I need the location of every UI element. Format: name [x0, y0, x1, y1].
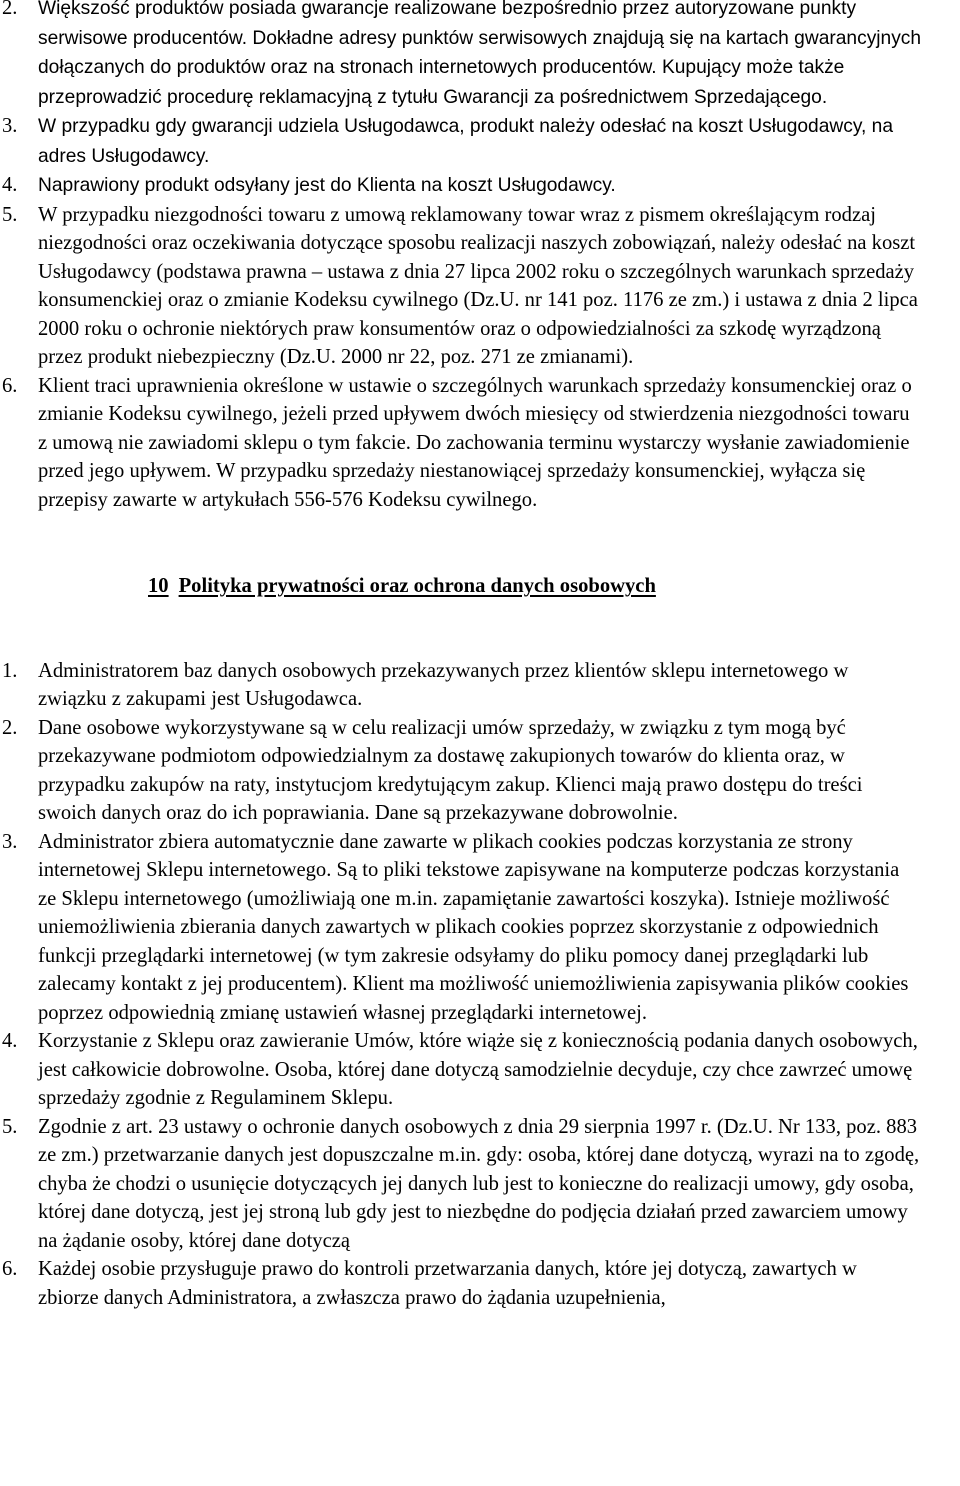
section-heading-title: Polityka prywatności oraz ochrona danych osobowych: [178, 575, 656, 597]
section-heading: [0, 572, 960, 601]
list-item-text: Naprawiony produkt odsyłany jest do Klienta na koszt Usługodawcy.: [38, 175, 616, 196]
list-item-text: W przypadku niezgodności towaru z umową reklamowany towar wraz z pismem określającym rodzaj niezgodności oraz oczekiwania dotyczące sposobu realizacji naszych zobowiązań, należy odesłać na koszt Usługodawcy (podstawa prawna – ustawa z dnia 27 lipca 2002 roku o szczególnych warunkach sprzedaży konsumenckiej oraz o zmianie Kodeksu cywilnego (Dz.U. nr 141 poz. 1176 ze zm.) i ustawa z dnia 2 lipca 2000 roku o ochronie niektórych praw konsumentów oraz o odpowiedzialności za szkodę wyrządzoną przez produkt niebezpieczny (Dz.U. 2000 nr 22, poz. 271 ze zmianami).: [38, 203, 918, 368]
warranty-list: [0, 0, 922, 514]
list-item-text: Każdej osobie przysługuje prawo do kontroli przetwarzania danych, które jej dotyczą, zawartych w zbiorze danych Administratora, a zwłaszcza prawo do żądania uzupełnienia,: [38, 1258, 857, 1309]
list-item: [0, 372, 922, 515]
list-item-text: Dane osobowe wykorzystywane są w celu realizacji umów sprzedaży, w związku z tym mogą być przekazywane podmiotom odpowiedzialnym za dostawę zakupionych towarów do klienta oraz, w przypadku zakupów na raty, instytucjom kredytującym zakup. Klienci mają prawo dostępu do treści swoich danych oraz do ich poprawiania. Dane są przekazywane dobrowolnie.: [38, 716, 863, 824]
list-item-number: 2.: [2, 716, 18, 739]
spacer: [0, 601, 960, 657]
list-item-number: 6.: [2, 374, 18, 397]
list-item-number: 6.: [2, 1258, 18, 1280]
list-item-number: 5.: [2, 203, 18, 226]
list-item-text: Zgodnie z art. 23 ustawy o ochronie danych osobowych z dnia 29 sierpnia 1997 r. (Dz.U. Nr 133, poz. 883 ze zm.) przetwarzanie danych jest dopuszczalne m.in. gdy: osoba, której dane dotyczą, wyrazi na to zgodę, chyba że chodzi o usunięcie dotyczących jej danych lub jest to konieczne do realizacji umowy, gdy osoba, której dane dotyczą, jest jej stroną lub gdy jest to niezbędne do podjęcia działań przed zawarciem umowy na żądanie osoby, której dane dotyczą: [38, 1115, 920, 1252]
list-item-number: 3.: [2, 830, 18, 853]
list-item: [0, 0, 922, 112]
list-item-number: 5.: [2, 1115, 18, 1138]
list-item-text: W przypadku gdy gwarancji udziela Usługodawca, produkt należy odesłać na koszt Usługodawcy, na adres Usługodawcy.: [38, 116, 894, 167]
list-item: [0, 171, 922, 201]
list-item: [0, 1255, 922, 1312]
list-item-number: 4.: [2, 1030, 18, 1052]
list-item: [0, 828, 922, 1028]
list-item-text: Administratorem baz danych osobowych przekazywanych przez klientów sklepu internetowego w związku z zakupami jest Usługodawca.: [38, 659, 849, 710]
list-item-text: Klient traci uprawnienia określone w ustawie o szczególnych warunkach sprzedaży konsumenckiej oraz o zmianie Kodeksu cywilnego, jeżeli przed upływem dwóch miesięcy od stwierdzenia niezgodności towaru z umową nie zawiadomi sklepu o tym fakcie. Do zachowania terminu wystarczy wysłanie zawiadomienie przed jego upływem. W przypadku sprzedaży niestanowiącej sprzedaży konsumenckiej, wyłącza się przepisy zawarte w artykułach 556-576 Kodeksu cywilnego.: [38, 374, 912, 511]
section-heading-number: 10: [148, 575, 169, 597]
list-item-text: Korzystanie z Sklepu oraz zawieranie Umów, które wiąże się z koniecznością podania danych osobowych, jest całkowicie dobrowolne. Osoba, której dane dotyczą samodzielnie decyduje, czy chce zawrzeć umowę sprzedaży zgodnie z Regulaminem Sklepu.: [38, 1030, 918, 1109]
list-item: [0, 1113, 922, 1256]
list-item-number: 3.: [2, 115, 18, 137]
list-item: [0, 714, 922, 828]
list-item-text: Większość produktów posiada gwarancje realizowane bezpośrednio przez autoryzowane punkty serwisowe producentów. Dokładne adresy punktów serwisowych znajdują się na kartach gwarancyjnych dołączanych do produktów oraz na stronach internetowych producentów. Kupujący może także przeprowadzić procedurę reklamacyjną z tytułu Gwarancji za pośrednictwem Sprzedającego.: [38, 0, 922, 108]
list-item: [0, 112, 922, 171]
list-item: [0, 201, 922, 372]
list-item-text: Administrator zbiera automatycznie dane zawarte w plikach cookies podczas korzystania ze strony internetowej Sklepu internetowego. Są to pliki tekstowe zapisywane na komputerze podczas korzystania ze Sklepu internetowego (umożliwiają one m.in. zapamiętanie zawartości koszyka). Istnieje możliwość uniemożliwienia zbierania danych zawartych w plikach cookies poprzez skorzystanie z odpowiednich funkcji przeglądarki internetowej (w tym zakresie odsyłamy do pliku pomocy danej przeglądarki lub zalecamy kontakt z jej producentem). Klient ma możliwość uniemożliwienia zapisywania plików cookies poprzez odpowiednią zmianę ustawień własnej przeglądarki internetowej.: [38, 830, 909, 1024]
list-item-number: 4.: [2, 174, 18, 196]
list-item-number: 1.: [2, 659, 18, 682]
list-item: [0, 1027, 922, 1113]
privacy-list: [0, 657, 922, 1313]
list-item-number: 2.: [2, 0, 18, 19]
list-item: [0, 657, 922, 714]
